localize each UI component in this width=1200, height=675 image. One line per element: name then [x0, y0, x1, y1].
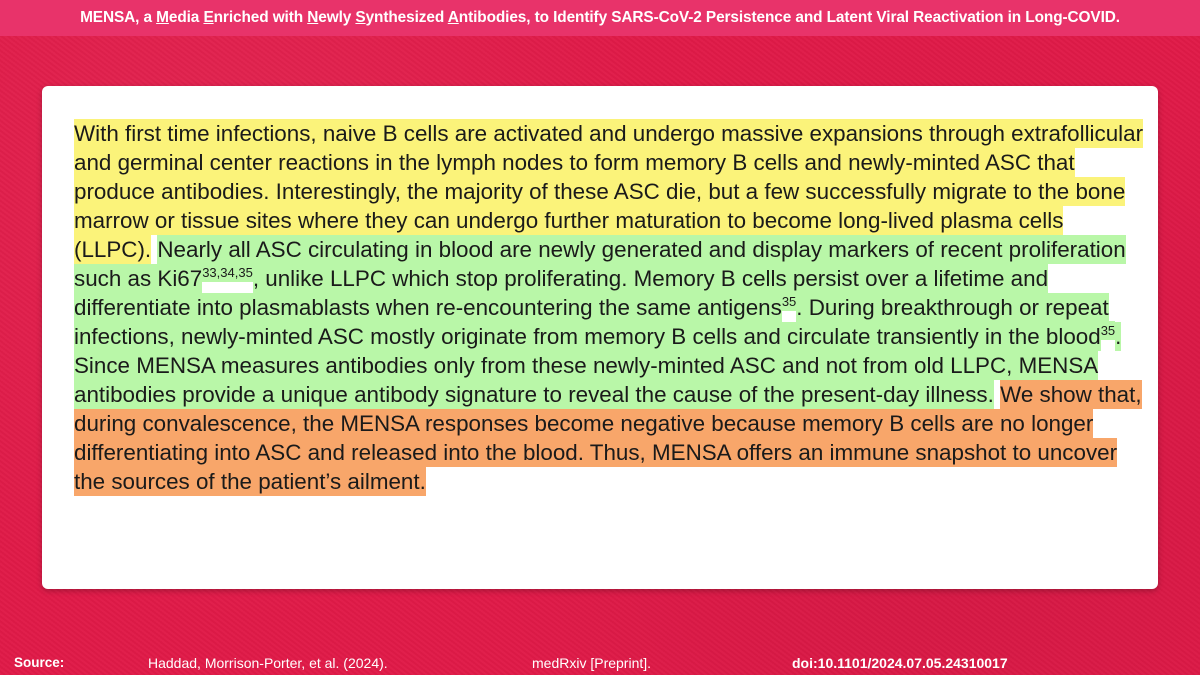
- slide-title: [0, 0, 1200, 36]
- title-acronym-letter: E: [203, 9, 214, 26]
- title-text: ewly: [318, 9, 356, 26]
- title-text: ynthesized: [365, 9, 448, 26]
- title-acronym-letter: S: [355, 9, 366, 26]
- text-card: [42, 86, 1158, 589]
- title-acronym-letter: N: [307, 9, 319, 26]
- citation-superscript: 33,34,35: [202, 265, 253, 280]
- citation-authors: Haddad, Morrison-Porter, et al. (2024).: [148, 655, 388, 671]
- citation-journal: medRxiv [Preprint].: [532, 655, 652, 671]
- highlight-green-text: . During breakthrough or repeat infections, newly-minted ASC mostly originate from memory B cells and circulate transiently in the blood: [74, 295, 1109, 349]
- title-acronym-letter: M: [156, 9, 169, 26]
- citation-footer: [0, 652, 1200, 675]
- highlight-yellow-text: With first time infections, naive B cells are activated and undergo massive expansions through extrafollicular and germinal center reactions in the lymph nodes to form memory B cells and newly-minted ASC that produce antibodies. Interestingly, the majority of these ASC die, but a few successfully migrate to the bone marrow or tissue sites where they can undergo further maturation to become long-lived plasma cells (LLPC).: [74, 121, 1144, 262]
- citation-superscript: 35: [1100, 323, 1116, 338]
- highlight-green-text: . Since MENSA measures antibodies only from these newly-minted ASC and not from old LLPC, MENSA antibodies provide a unique antibody signature to reveal the cause of the present-day illness.: [74, 324, 1122, 407]
- title-text: ntibodies, to Identify SARS-CoV-2 Persistence and Latent Viral Reactivation in Long-COVID.: [458, 9, 1120, 26]
- highlight-orange-text: We show that, during convalescence, the MENSA responses become negative because memory B cells are no longer differentiating into ASC and released into the blood. Thus, MENSA offers an immune snapshot to uncover the sources of the patient’s ailment.: [74, 382, 1142, 494]
- highlight-green-text: Nearly all ASC circulating in blood are newly generated and display markers of recent proliferation such as Ki67: [74, 237, 1126, 291]
- citation-superscript: 35: [781, 294, 797, 309]
- title-text: nriched with: [213, 9, 308, 26]
- title-text: MENSA, a: [80, 9, 157, 26]
- title-acronym-letter: A: [447, 9, 459, 26]
- body-paragraph: [74, 119, 1144, 496]
- source-label: Source:: [14, 655, 65, 670]
- highlight-green-text: , unlike LLPC which stop proliferating. Memory B cells persist over a lifetime and differentiate into plasmablasts when re-encountering the same antigens: [74, 266, 1049, 320]
- citation-doi: doi:10.1101/2024.07.05.24310017: [792, 655, 1008, 671]
- title-text: edia: [168, 9, 204, 26]
